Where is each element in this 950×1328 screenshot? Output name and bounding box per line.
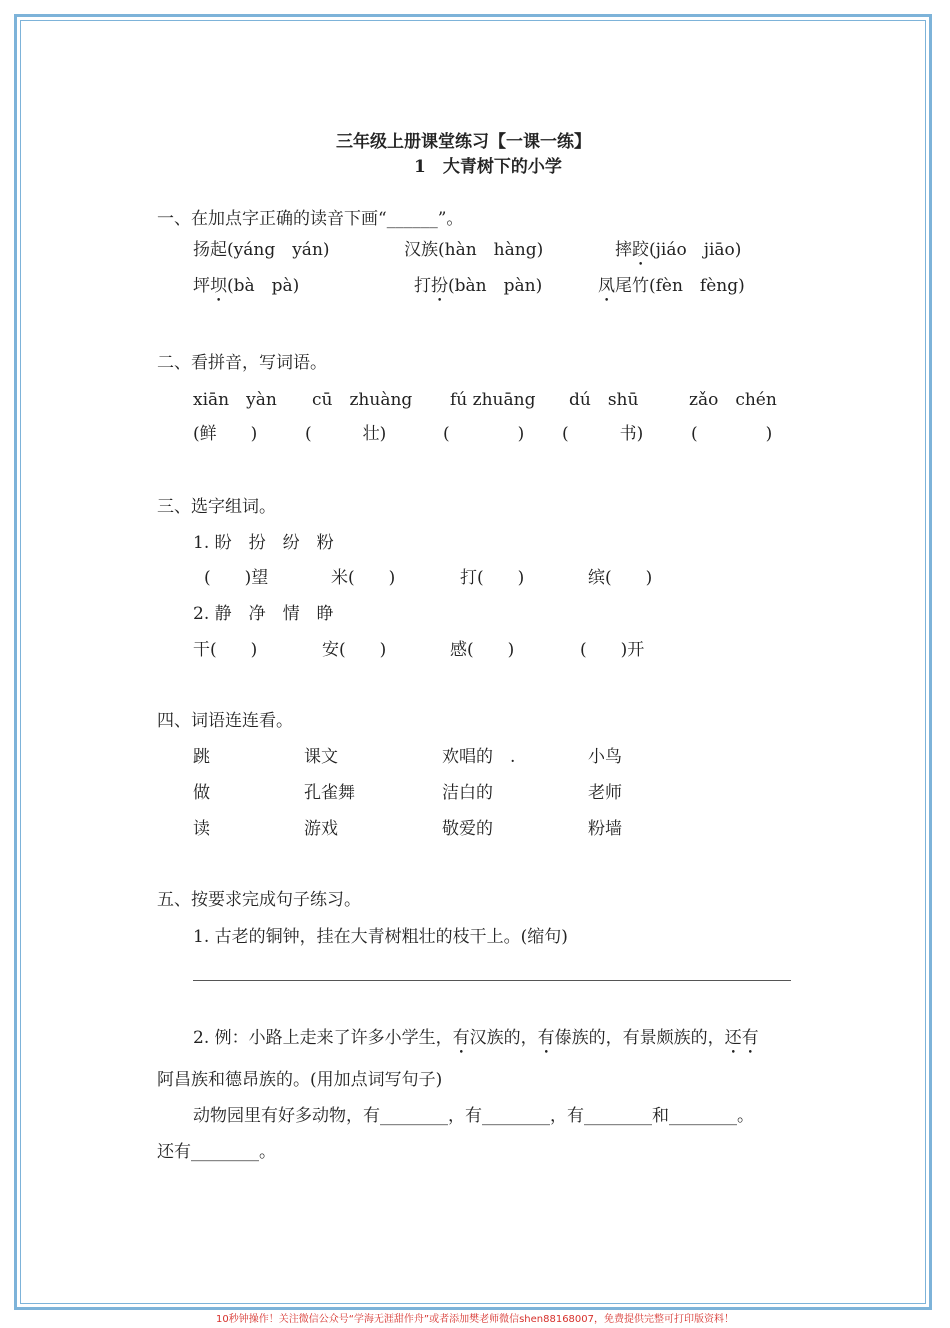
s2-blank-3: ( ) [443,424,525,444]
section-2-heading: 二、看拼音，写词语。 [157,353,327,373]
section-3-heading: 三、选字组词。 [157,497,276,517]
s2-pinyin-5: zǎo chén [689,390,777,410]
s2-blank-1: (鲜 ) [193,424,258,444]
s4-col1-item-1: 跳 [193,747,210,767]
s3-g2-blank-2: 安( ) [322,640,387,660]
section-1-heading: 一、在加点字正确的读音下画“______”。 [157,209,464,229]
lesson-title: 1 大青树下的小学 [414,157,562,177]
s4-col4-item-3: 粉墙 [588,819,622,839]
s2-pinyin-3: fú zhuāng [450,390,536,410]
s2-blank-4: ( 书) [562,424,644,444]
s4-col3-item-2: 洁白的 [442,783,493,803]
s2-pinyin-1: xiān yàn [193,390,277,410]
s5-question-1: 1. 古老的铜钟，挂在大青树粗壮的枝干上。(缩句) [193,927,568,947]
s5-question-2-task-line2: 还有________。 [157,1142,276,1162]
s3-g1-blank-4: 缤( ) [588,568,653,588]
section-5-heading: 五、按要求完成句子练习。 [157,890,361,910]
s1-item-3: 摔跤(jiáo jiāo) [615,240,742,260]
s5-q1-answer-line [193,980,791,981]
footer-notice: 10秒钟操作！关注微信公众号“学海无涯甜作舟”或者添加樊老师微信shen88168007，免费提供完整可打印版资料！ [215,1314,735,1325]
s1-item-5: 打扮(bàn pàn) [414,276,543,296]
s4-col4-item-2: 老师 [588,783,622,803]
s3-g1-blank-1: ( )望 [204,568,269,588]
s4-col1-item-3: 读 [193,819,210,839]
s4-col3-item-1: 欢唱的 . [442,747,516,767]
s4-col2-item-1: 课文 [304,747,338,767]
s1-item-2: 汉族(hàn hàng) [404,240,544,260]
s4-col4-item-1: 小鸟 [588,747,622,767]
s3-g2-blank-1: 干( ) [193,640,258,660]
s2-blank-5: ( ) [691,424,773,444]
s3-g2-blank-4: ( )开 [580,640,645,660]
section-4-heading: 四、词语连连看。 [157,711,293,731]
s1-item-6: 凤尾竹(fèn fèng) [598,276,745,296]
s3-g1-blank-2: 米( ) [331,568,396,588]
s2-pinyin-2: cū zhuàng [312,390,413,410]
s2-blank-2: ( 壮) [305,424,387,444]
s3-group-2-label: 2. 静 净 情 睁 [193,604,334,624]
s5-question-2-task: 动物园里有好多动物，有________，有________，有________和________。 [193,1106,754,1126]
s2-pinyin-4: dú shū [569,390,639,410]
s3-group-1-label: 1. 盼 扮 纷 粉 [193,533,334,553]
worksheet-title: 三年级上册课堂练习【一课一练】 [336,132,591,152]
s1-item-4: 坪坝(bà pà) [193,276,300,296]
s5-question-2-line2: 阿昌族和德昂族的。(用加点词写句子) [157,1070,443,1090]
s4-col3-item-3: 敬爱的 [442,819,493,839]
s5-question-2-example: 2. 例：小路上走来了许多小学生，有汉族的，有傣族的，有景颇族的，还有 [193,1028,759,1048]
s4-col1-item-2: 做 [193,783,210,803]
s1-item-1: 扬起(yáng yán) [193,240,330,260]
s3-g1-blank-3: 打( ) [460,568,525,588]
s4-col2-item-2: 孔雀舞 [304,783,355,803]
s4-col2-item-3: 游戏 [304,819,338,839]
s3-g2-blank-3: 感( ) [450,640,515,660]
